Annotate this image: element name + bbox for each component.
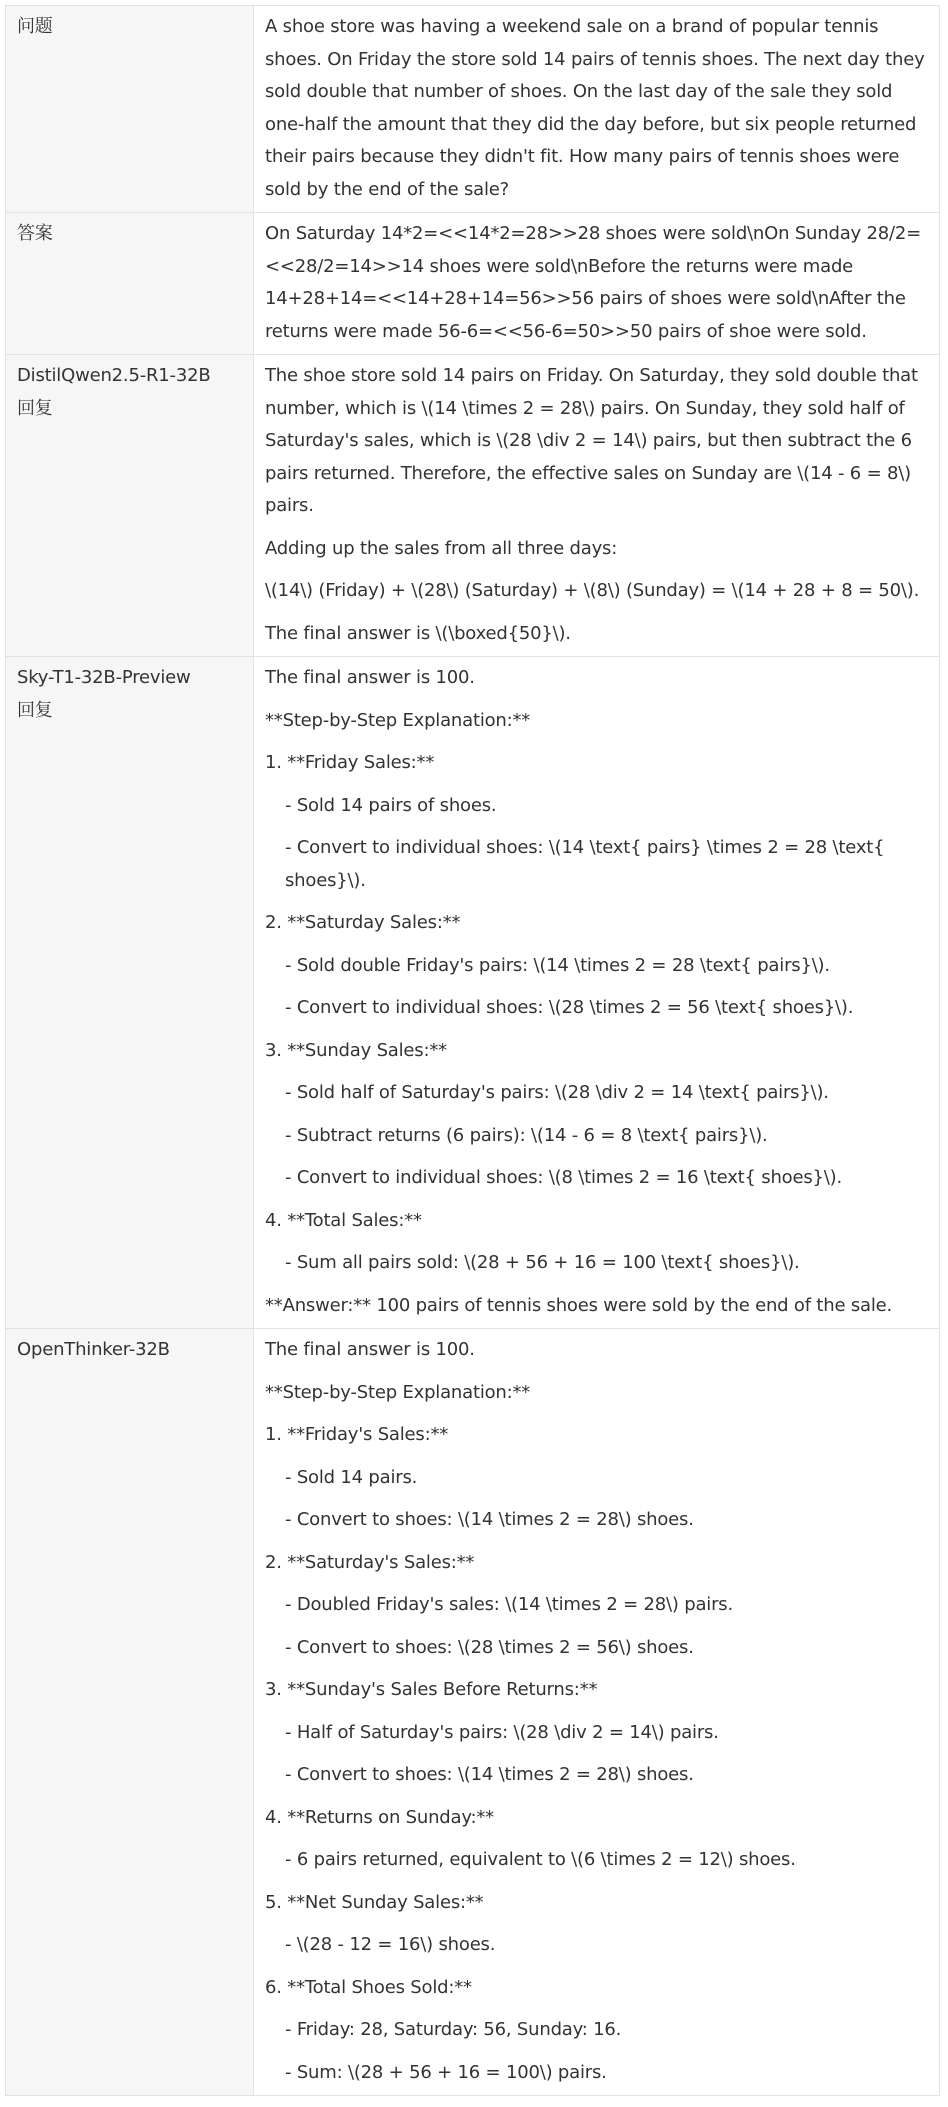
row-label-cell xyxy=(6,213,254,355)
table-row xyxy=(6,1329,940,2096)
content-paragraph: 1. **Friday Sales:** xyxy=(265,752,435,773)
content-paragraph: - Sum all pairs sold: \(28 + 56 + 16 = 100 \text{ shoes}\). xyxy=(285,1252,800,1273)
content-paragraph: - Sum: \(28 + 56 + 16 = 100\) pairs. xyxy=(285,2061,607,2083)
row-label-line: 回复 xyxy=(17,397,53,419)
content-paragraph: - Sold half of Saturday's pairs: \(28 \div 2 = 14 \text{ pairs}\). xyxy=(285,1082,829,1103)
content-paragraph: - Convert to individual shoes: \(28 \times 2 = 56 \text{ shoes}\). xyxy=(285,997,854,1018)
row-label-line: 回复 xyxy=(17,699,53,721)
row-label-cell xyxy=(6,6,254,213)
content-paragraph: \(14\) (Friday) + \(28\) (Saturday) + \(8\) (Sunday) = \(14 + 28 + 8 = 50\). xyxy=(265,580,920,601)
content-paragraph: - Convert to shoes: \(14 \times 2 = 28\) shoes. xyxy=(285,1764,694,1785)
content-paragraph: 5. **Net Sunday Sales:** xyxy=(265,1891,484,1913)
content-paragraph: - Sold 14 pairs of shoes. xyxy=(285,794,497,816)
table-row xyxy=(6,6,940,213)
row-label-cell xyxy=(6,355,254,657)
content-paragraph: - Convert to shoes: \(28 \times 2 = 56\) shoes. xyxy=(285,1636,694,1658)
content-paragraph: - \(28 - 12 = 16\) shoes. xyxy=(285,1934,496,1955)
qa-table-body xyxy=(6,6,940,2096)
content-paragraph: 4. **Returns on Sunday:** xyxy=(265,1806,494,1828)
table-row xyxy=(6,355,940,657)
content-paragraph: 4. **Total Sales:** xyxy=(265,1209,422,1231)
content-paragraph: 3. **Sunday's Sales Before Returns:** xyxy=(265,1679,598,1700)
content-paragraph: 3. **Sunday Sales:** xyxy=(265,1039,447,1061)
row-label-line: Sky-T1-32B-Preview xyxy=(17,667,191,688)
content-paragraph: - Convert to shoes: \(14 \times 2 = 28\) shoes. xyxy=(285,1509,694,1530)
table-row xyxy=(6,213,940,355)
content-paragraph: Adding up the sales from all three days: xyxy=(265,537,618,559)
row-content-cell xyxy=(254,657,940,1329)
content-paragraph: - Half of Saturday's pairs: \(28 \div 2 = 14\) pairs. xyxy=(285,1721,719,1743)
row-label-line: 问题 xyxy=(17,16,53,37)
content-paragraph: - Convert to individual shoes: \(8 \times 2 = 16 \text{ shoes}\). xyxy=(285,1167,842,1188)
row-label-cell xyxy=(6,1329,254,2096)
content-paragraph: - Doubled Friday's sales: \(14 \times 2 = 28\) pairs. xyxy=(285,1594,733,1615)
content-paragraph: The final answer is 100. xyxy=(265,1339,475,1360)
content-paragraph: - Sold 14 pairs. xyxy=(285,1466,418,1488)
content-paragraph: **Answer:** 100 pairs of tennis shoes were sold by the end of the sale. xyxy=(265,1294,893,1316)
row-content-cell xyxy=(254,213,940,355)
row-content-cell xyxy=(254,1329,940,2096)
content-paragraph: The final answer is 100. xyxy=(265,667,475,688)
content-paragraph: The final answer is \(\boxed{50}\). xyxy=(265,622,571,644)
content-paragraph: 2. **Saturday's Sales:** xyxy=(265,1551,475,1573)
row-content-cell xyxy=(254,6,940,213)
row-label-line: 答案 xyxy=(17,223,53,244)
row-content-cell xyxy=(254,355,940,657)
row-label-cell xyxy=(6,657,254,1329)
content-paragraph: - 6 pairs returned, equivalent to \(6 \times 2 = 12\) shoes. xyxy=(285,1849,796,1870)
content-paragraph: On Saturday 14*2=<<14*2=28>>28 shoes were sold\nOn Sunday 28/2=<<28/2=14>>14 shoes were sold\nBefore the returns were made 14+28+14=<<14+28+14=56>>56 pairs of shoes were sold\nAfter the returns were made 56-6=<<56-6=50>>50 pairs of shoe were sold. xyxy=(265,223,922,342)
table-row xyxy=(6,657,940,1329)
content-paragraph: The shoe store sold 14 pairs on Friday. On Saturday, they sold double that number, which is \(14 \times 2 = 28\) pairs. On Sunday, they sold half of Saturday's sales, which is \(28 \div 2 = 14\) pairs, but then subtract the 6 pairs returned. Therefore, the effective sales on Sunday are \(14 - 6 = 8\) pairs. xyxy=(265,365,918,516)
content-paragraph: - Sold double Friday's pairs: \(14 \times 2 = 28 \text{ pairs}\). xyxy=(285,954,830,976)
row-label-line: OpenThinker-32B xyxy=(17,1339,170,1360)
content-paragraph: **Step-by-Step Explanation:** xyxy=(265,1381,531,1403)
content-paragraph: 2. **Saturday Sales:** xyxy=(265,912,461,933)
content-paragraph: 6. **Total Shoes Sold:** xyxy=(265,1976,472,1998)
content-paragraph: A shoe store was having a weekend sale on a brand of popular tennis shoes. On Friday the store sold 14 pairs of tennis shoes. The next day they sold double that number of shoes. On the last day of the sale they sold one-half the amount that they did the day before, but six people returned their pairs because they didn't fit. How many pairs of tennis shoes were sold by the end of the sale? xyxy=(265,16,925,200)
row-label-line: DistilQwen2.5-R1-32B xyxy=(17,365,211,386)
content-paragraph: - Friday: 28, Saturday: 56, Sunday: 16. xyxy=(285,2019,622,2040)
content-paragraph: - Subtract returns (6 pairs): \(14 - 6 = 8 \text{ pairs}\). xyxy=(285,1124,768,1146)
content-paragraph: 1. **Friday's Sales:** xyxy=(265,1424,449,1445)
content-paragraph: **Step-by-Step Explanation:** xyxy=(265,709,531,731)
content-paragraph: - Convert to individual shoes: \(14 \text{ pairs} \times 2 = 28 \text{ shoes}\). xyxy=(285,837,885,891)
qa-comparison-table xyxy=(5,5,940,2096)
